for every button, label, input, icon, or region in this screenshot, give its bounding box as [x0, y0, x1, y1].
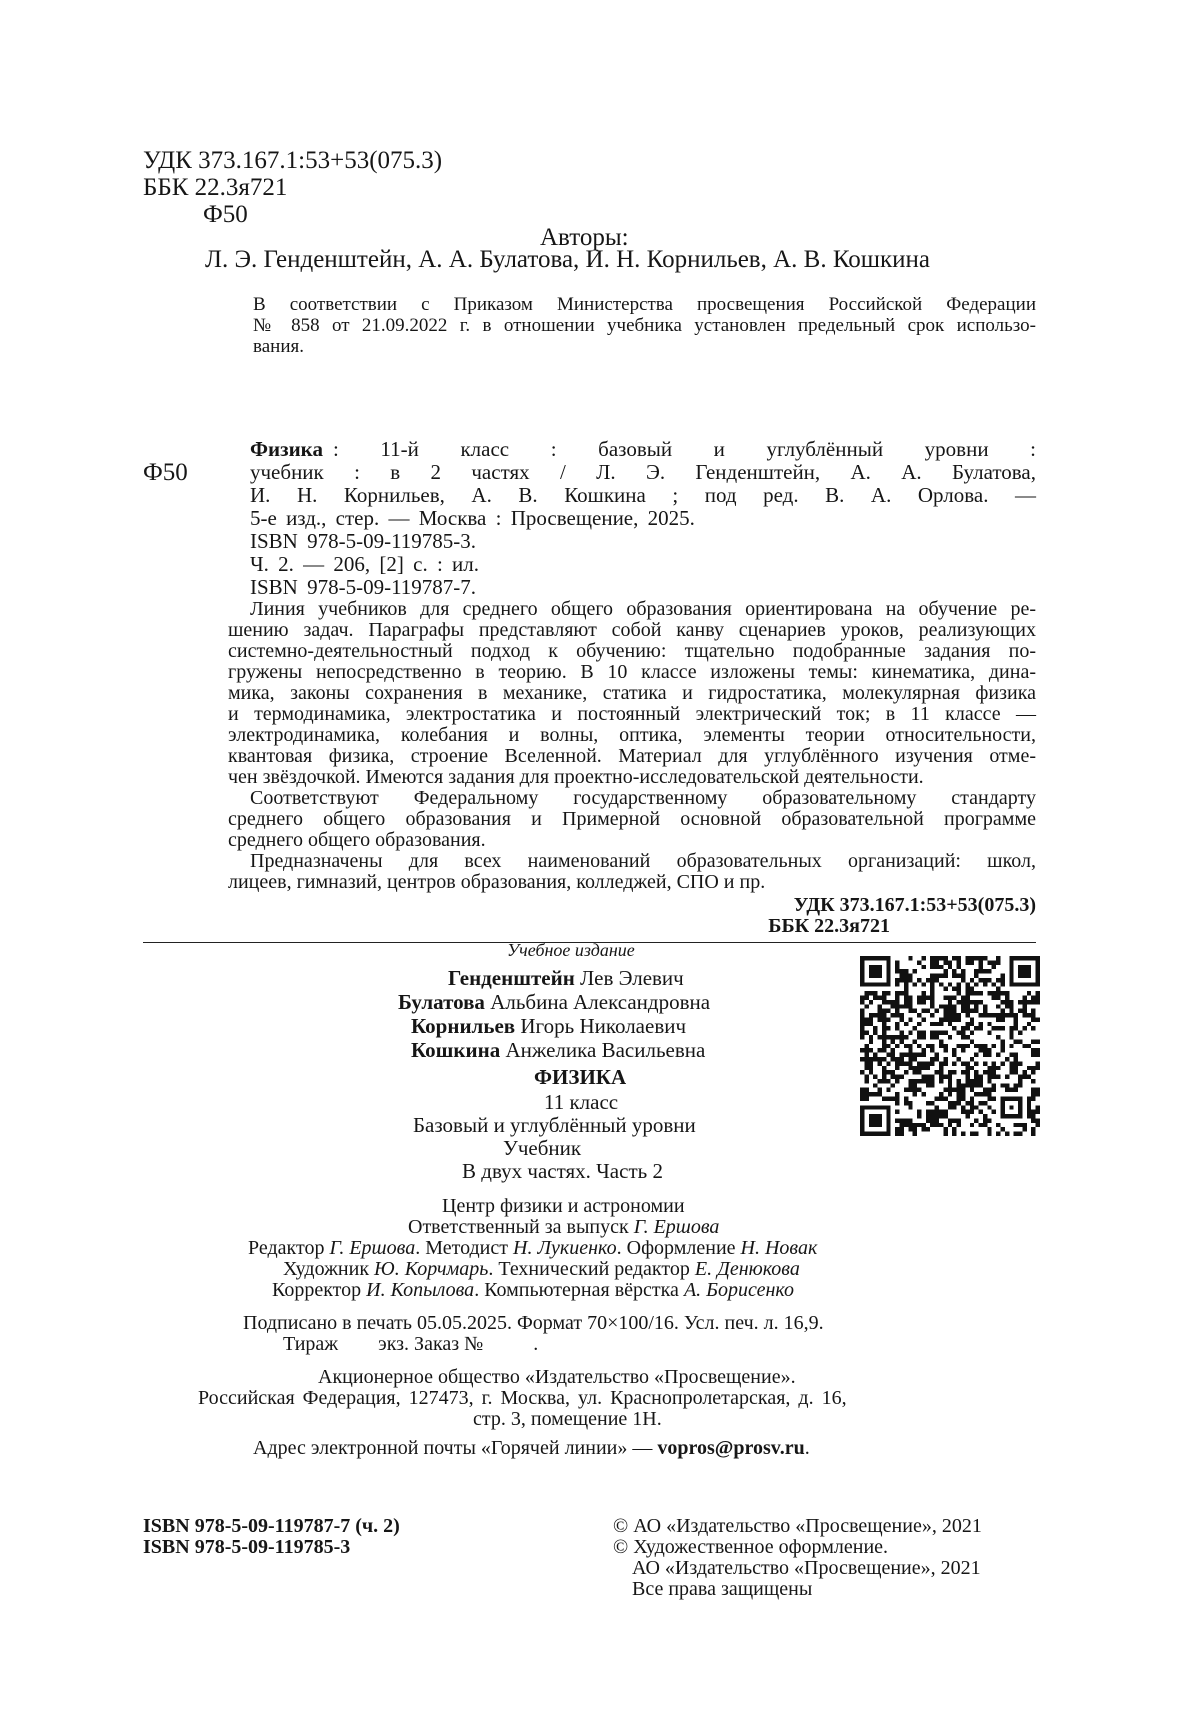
- authors-label: Авторы:: [540, 224, 629, 251]
- catalog-isbn: ISBN 978-5-09-119785-3.: [250, 529, 477, 553]
- usage-notice-line: № 858 от 21.09.2022 г. в отношении учебника установлен предельный срок использо-: [253, 315, 1036, 336]
- author-name-row: [448, 967, 684, 989]
- methodist-name: Н. Лукиенко: [513, 1237, 617, 1259]
- author-given-name: Игорь Николаевич: [520, 1014, 687, 1038]
- author-given-name: Анжелика Васильевна: [505, 1038, 706, 1062]
- annotation-line: электродинамика, колебания и волны, оптика, элементы теории относительности,: [228, 724, 1036, 746]
- layout-name: А. Борисенко: [683, 1279, 794, 1301]
- isbn-part: ISBN 978-5-09-119787-7 (ч. 2): [143, 1515, 400, 1537]
- usage-notice-line: В соответствии с Приказом Министерства просвещения Российской Федерации: [253, 294, 1036, 315]
- responsible-name: Г. Ершова: [633, 1216, 720, 1238]
- publisher-line: Российская Федерация, 127473, г. Москва, ул. Краснопролетарская, д. 16,: [198, 1387, 847, 1409]
- staff-row: [248, 1238, 817, 1259]
- annotation-line: среднего общего образования и Примерной основной образовательной программе: [228, 808, 1036, 830]
- book-parts: В двух частях. Часть 2: [462, 1159, 663, 1183]
- publisher-line: стр. 3, помещение 1Н.: [473, 1408, 662, 1430]
- catalog-line: : 11-й класс : базовый и углублённый уровни :: [332, 437, 1036, 461]
- artist-name: Ю. Корчмарь: [374, 1258, 489, 1280]
- signed-info: Подписано в печать 05.05.2025. Формат 70×100/16. Усл. печ. л. 16,9.: [243, 1312, 824, 1334]
- book-kind: Учебник: [503, 1136, 582, 1160]
- design-label: . Оформление: [616, 1237, 736, 1259]
- usage-notice-line: вания.: [253, 336, 304, 357]
- annotation-line: и термодинамика, электростатика и постоянный электрический ток; в 11 классе —: [228, 703, 1036, 725]
- catalog-isbn: ISBN 978-5-09-119787-7.: [250, 575, 477, 599]
- email-end: .: [804, 1437, 810, 1459]
- author-name-row: [411, 1039, 705, 1061]
- annotation-line: среднего общего образования.: [228, 829, 486, 851]
- catalog-line: 5-е изд., стер. — Москва : Просвещение, 2025.: [250, 506, 695, 530]
- email-label: Адрес электронной почты «Горячей линии» —: [253, 1437, 653, 1459]
- circulation-info: Тираж экз. Заказ № .: [283, 1333, 539, 1355]
- annotation-line: мика, законы сохранения в механике, статика и гидростатика, молекулярная физика: [228, 682, 1036, 704]
- catalog-title: Физика: [250, 437, 323, 461]
- author-surname: Корнильев: [411, 1014, 516, 1038]
- annotation-line: системно-деятельностный подход к обучению: тщательно подобранные задания по-: [228, 640, 1036, 662]
- annotation-line: шению задач. Параграфы представляют собой канву сценариев уроков, реализующих: [228, 619, 1036, 641]
- qr-code-icon: [860, 956, 1040, 1136]
- catalog-line: учебник : в 2 частях / Л. Э. Генденштейн, А. А. Булатова,: [250, 460, 1036, 484]
- author-name-row: [411, 1015, 686, 1037]
- responsible-row: [408, 1217, 719, 1238]
- annotation-line: лицеев, гимназий, центров образования, колледжей, СПО и пр.: [228, 871, 766, 893]
- design-name: Н. Новак: [740, 1237, 818, 1259]
- book-level: Базовый и углублённый уровни: [413, 1113, 696, 1137]
- udk-right: УДК 373.167.1:53+53(075.3): [793, 894, 1036, 916]
- annotation-line: Линия учебников для среднего общего образования ориентирована на обучение ре-: [250, 598, 1036, 620]
- catalog-code: Ф50: [143, 459, 188, 486]
- tech-editor-name: Е. Денюкова: [694, 1258, 800, 1280]
- copyright-line: Все права защищены: [632, 1578, 813, 1600]
- author-name-row: [398, 991, 710, 1013]
- authors-list: Л. Э. Генденштейн, А. А. Булатова, И. Н. Корнильев, А. В. Кошкина: [205, 246, 931, 273]
- annotation-line: чен звёздочкой. Имеются задания для проектно-исследовательской деятельности.: [228, 766, 924, 788]
- isbn-total: ISBN 978-5-09-119785-3: [143, 1536, 351, 1558]
- responsible-label: Ответственный за выпуск: [408, 1216, 629, 1238]
- author-surname: Кошкина: [411, 1038, 501, 1062]
- udk-code: УДК 373.167.1:53+53(075.3): [143, 147, 443, 174]
- copyright-line: © АО «Издательство «Просвещение», 2021: [613, 1515, 982, 1537]
- email-link[interactable]: vopros@prosv.ru: [657, 1437, 805, 1459]
- bbk-code: ББК 22.3я721: [143, 174, 288, 201]
- methodist-label: . Методист: [415, 1237, 508, 1259]
- book-grade: 11 класс: [544, 1090, 619, 1114]
- staff-row: [283, 1259, 800, 1280]
- center-name: Центр физики и астрономии: [442, 1195, 685, 1217]
- annotation-line: гружены непосредственно в теорию. В 10 классе изложены темы: кинематика, дина-: [228, 661, 1036, 683]
- author-surname: Генденштейн: [448, 966, 575, 990]
- corrector-name: И. Копылова: [366, 1279, 475, 1301]
- corrector-label: Корректор: [272, 1279, 362, 1301]
- author-given-name: Лев Элевич: [580, 966, 684, 990]
- annotation-line: Соответствуют Федеральному государственному образовательному стандарту: [250, 787, 1036, 809]
- author-given-name: Альбина Александровна: [490, 990, 711, 1014]
- layout-label: . Компьютерная вёрстка: [474, 1279, 679, 1301]
- artist-label: Художник: [283, 1258, 370, 1280]
- email-row: [253, 1438, 810, 1459]
- annotation-line: Предназначены для всех наименований образовательных организаций: школ,: [250, 850, 1036, 872]
- bbk-right: ББК 22.3я721: [768, 915, 890, 937]
- author-surname: Булатова: [398, 990, 485, 1014]
- copyright-line: АО «Издательство «Просвещение», 2021: [632, 1557, 981, 1579]
- editor-name: Г. Ершова: [329, 1237, 416, 1259]
- catalog-line: И. Н. Корнильев, А. В. Кошкина ; под ред. В. А. Орлова. —: [250, 483, 1036, 507]
- author-mark: Ф50: [203, 201, 248, 228]
- catalog-pages: Ч. 2. — 206, [2] с. : ил.: [250, 552, 480, 576]
- publisher-line: Акционерное общество «Издательство «Просвещение».: [318, 1366, 796, 1388]
- book-title: ФИЗИКА: [534, 1065, 627, 1089]
- tech-editor-label: . Технический редактор: [488, 1258, 690, 1280]
- staff-row: [272, 1280, 794, 1301]
- copyright-line: © Художественное оформление.: [613, 1536, 889, 1558]
- catalog-title-line: [250, 438, 1036, 460]
- editor-label: Редактор: [248, 1237, 325, 1259]
- annotation-line: квантовая физика, строение Вселенной. Материал для углублённого изучения отме-: [228, 745, 1036, 767]
- edition-type: Учебное издание: [507, 940, 635, 960]
